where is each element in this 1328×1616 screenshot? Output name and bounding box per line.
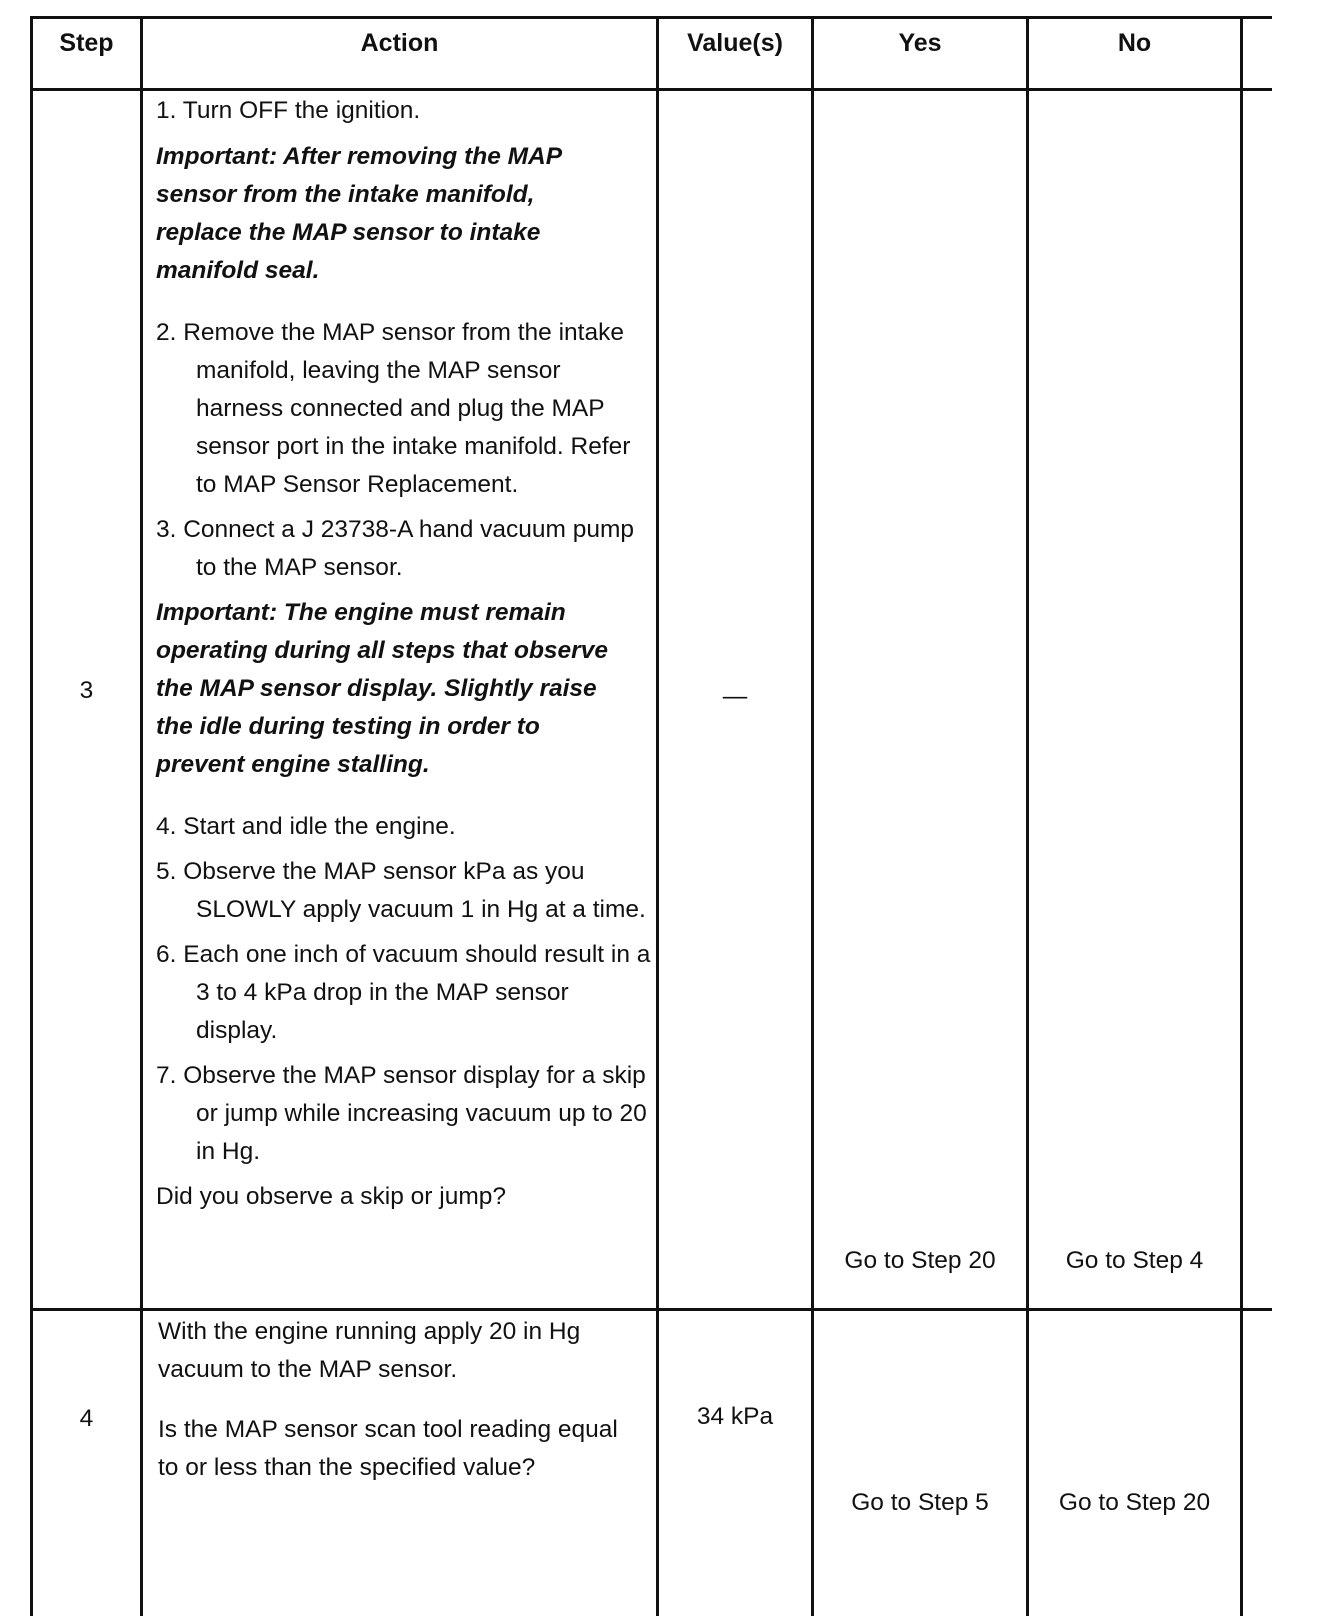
row-4-action — [158, 1313, 638, 1487]
row-3-value: — — [722, 683, 748, 710]
action-item-2: 2. Remove the MAP sensor from the intake manifold, leaving the MAP sensor harness connected and plug the MAP sensor port in the intake manifold. Refer to MAP Sensor Replacement. — [156, 319, 631, 498]
row-3-yes: Go to Step 20 — [844, 1247, 996, 1274]
action-item-4: 4. Start and idle the engine. — [156, 813, 456, 840]
header-values: Value(s) — [687, 29, 783, 57]
row-3-no: Go to Step 4 — [1065, 1247, 1204, 1274]
header-no: No — [1117, 29, 1152, 57]
column-divider-no — [1026, 16, 1029, 1616]
table-left-border — [30, 16, 33, 1616]
row-4-step: 4 — [79, 1405, 94, 1432]
action-item-7: 7. Observe the MAP sensor display for a skip or jump while increasing vacuum up to 20 in Hg. — [156, 1062, 647, 1165]
row-4-value: 34 kPa — [696, 1403, 774, 1430]
action-item-3: 3. Connect a J 23738-A hand vacuum pump to the MAP sensor. — [156, 516, 635, 581]
row-3-bottom-border — [30, 1308, 1272, 1311]
row-3-step: 3 — [79, 677, 94, 704]
row-4-instruction: With the engine running apply 20 in Hg vacuum to the MAP sensor. — [158, 1318, 581, 1383]
action-item-5: 5. Observe the MAP sensor kPa as you SLOWLY apply vacuum 1 in Hg at a time. — [156, 858, 646, 923]
column-divider-yes — [811, 16, 814, 1616]
header-action: Action — [360, 29, 439, 57]
action-item-1: 1. Turn OFF the ignition. — [156, 97, 421, 124]
important-note-1: Important: After removing the MAP sensor from the intake manifold, replace the MAP sensor to intake manifold seal. — [156, 143, 562, 284]
row-3-question: Did you observe a skip or jump? — [156, 1183, 506, 1210]
column-divider-action — [140, 16, 143, 1616]
action-item-6: 6. Each one inch of vacuum should result in a 3 to 4 kPa drop in the MAP sensor display. — [156, 941, 651, 1044]
header-yes: Yes — [898, 29, 942, 57]
header-step: Step — [59, 29, 114, 57]
row-4-question: Is the MAP sensor scan tool reading equal to or less than the specified value? — [158, 1416, 618, 1481]
table-top-border — [30, 16, 1272, 19]
row-3-action — [156, 92, 651, 1216]
header-bottom-border — [30, 88, 1272, 91]
row-4-no: Go to Step 20 — [1058, 1489, 1211, 1516]
important-note-2: Important: The engine must remain operating during all steps that observe the MAP sensor display. Slightly raise the idle during testing in order to prevent engine stalling. — [156, 599, 608, 778]
column-divider-values — [656, 16, 659, 1616]
row-4-yes: Go to Step 5 — [851, 1489, 989, 1516]
table-right-border — [1240, 16, 1243, 1616]
